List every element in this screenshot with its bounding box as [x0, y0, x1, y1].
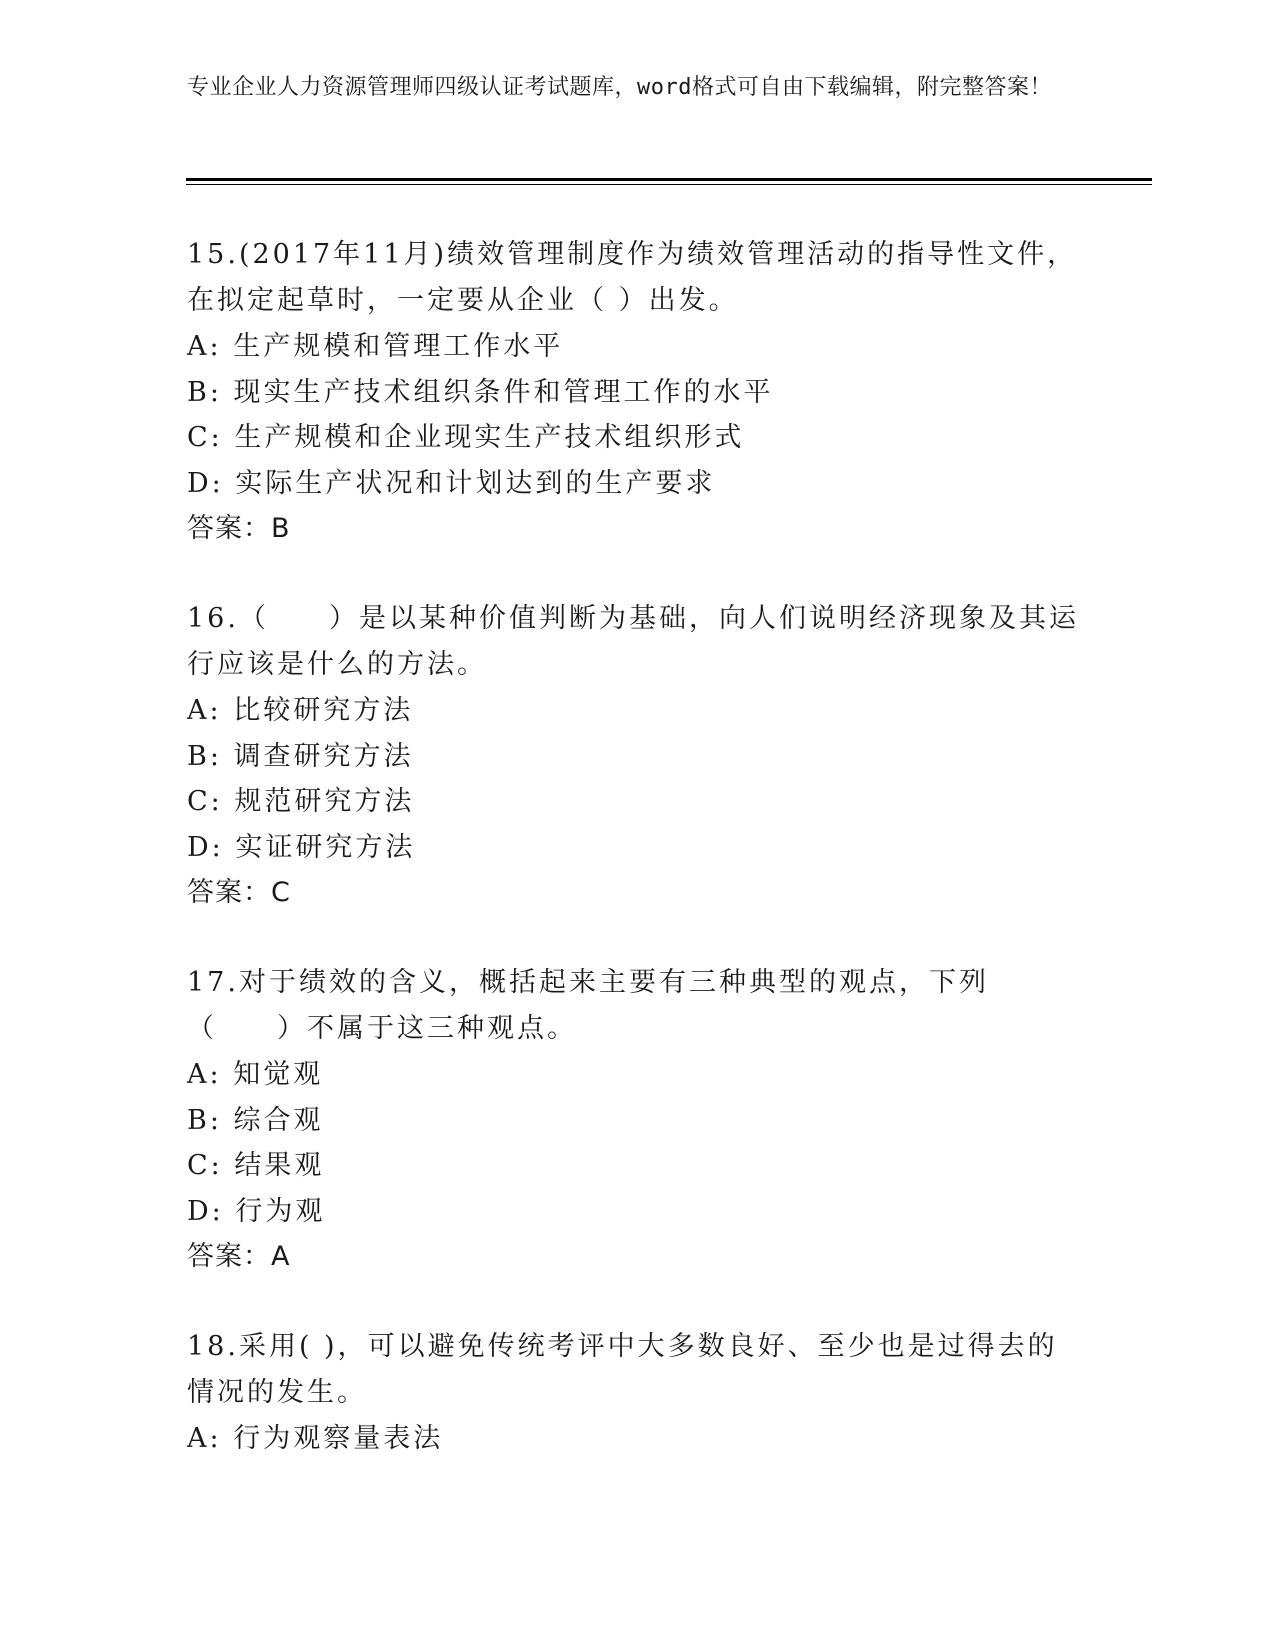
option-letter: A:	[187, 1059, 222, 1090]
question-stem: 18.采用( )，可以避免传统考评中大多数良好、至少也是过得去的情况的发生。	[187, 1331, 1058, 1408]
option-letter: C:	[187, 786, 223, 817]
option-letter: B:	[187, 740, 222, 772]
option-text: 生产规模和企业现实生产技术组织形式	[234, 422, 745, 453]
question-16	[187, 596, 1087, 916]
option-letter: C:	[187, 422, 223, 453]
question-list	[187, 232, 1087, 1506]
option-a	[187, 688, 1087, 734]
option-letter: A:	[187, 1423, 222, 1454]
option-a	[187, 324, 1087, 370]
option-text: 行为观	[235, 1195, 326, 1227]
question-15	[187, 232, 1087, 552]
header-divider-thick	[186, 178, 1152, 181]
option-c	[187, 415, 1087, 461]
option-text: 调查研究方法	[233, 740, 414, 772]
answer-label: 答案：A	[187, 1241, 291, 1272]
question-stem: 17.对于绩效的含义，概括起来主要有三种典型的观点，下列（ ）不属于这三种观点。	[187, 967, 989, 1044]
header-divider-thin	[186, 184, 1152, 185]
option-text: 结果观	[234, 1150, 325, 1181]
answer-label: 答案：B	[187, 513, 291, 544]
option-d	[187, 461, 1087, 507]
option-b	[187, 734, 1087, 780]
option-letter: A:	[187, 331, 222, 362]
option-c	[187, 779, 1087, 825]
option-text: 实证研究方法	[235, 831, 416, 863]
question-stem: 15.(2017年11月)绩效管理制度作为绩效管理活动的指导性文件，在拟定起草时，一定要从企业（ ）出发。	[187, 239, 1078, 316]
option-letter: D:	[187, 467, 224, 499]
option-a	[187, 1416, 1087, 1462]
option-letter: B:	[187, 1104, 222, 1136]
option-text: 行为观察量表法	[233, 1423, 444, 1454]
document-header: 专业企业人力资源管理师四级认证考试题库，word格式可自由下载编辑，附完整答案！	[187, 75, 1052, 100]
option-text: 规范研究方法	[234, 786, 415, 817]
option-text: 实际生产状况和计划达到的生产要求	[235, 467, 716, 499]
option-c	[187, 1143, 1087, 1189]
option-text: 综合观	[233, 1104, 324, 1136]
option-letter: D:	[187, 1195, 224, 1227]
option-text: 生产规模和管理工作水平	[233, 331, 564, 362]
question-stem: 16.（ ）是以某种价值判断为基础，向人们说明经济现象及其运行应该是什么的方法。	[187, 603, 1079, 680]
option-a	[187, 1052, 1087, 1098]
option-b	[187, 370, 1087, 416]
answer-label: 答案：C	[187, 877, 291, 908]
option-d	[187, 1189, 1087, 1235]
option-letter: C:	[187, 1150, 223, 1181]
option-b	[187, 1098, 1087, 1144]
option-letter: B:	[187, 376, 222, 408]
option-d	[187, 825, 1087, 871]
question-17	[187, 960, 1087, 1280]
option-text: 比较研究方法	[233, 695, 414, 726]
option-letter: A:	[187, 695, 222, 726]
option-text: 知觉观	[233, 1059, 324, 1090]
option-letter: D:	[187, 831, 224, 863]
option-text: 现实生产技术组织条件和管理工作的水平	[233, 376, 774, 408]
question-18	[187, 1324, 1087, 1462]
